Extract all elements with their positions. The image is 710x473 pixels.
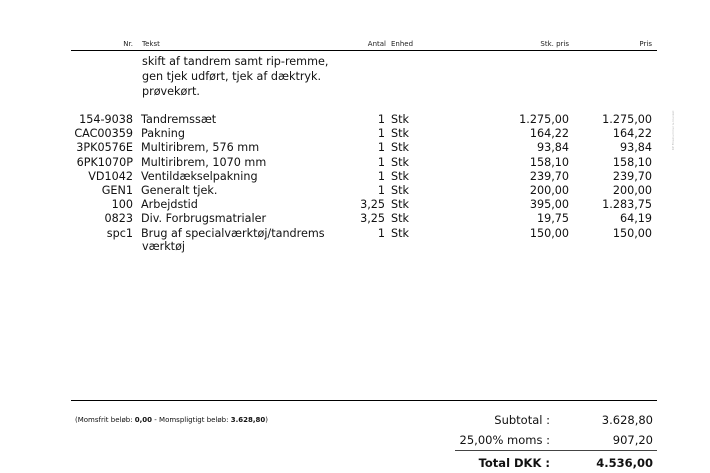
row-enhed: Stk	[391, 198, 409, 212]
row-text: Brug af specialværktøj/tandrems	[141, 226, 325, 240]
row-pris: 200,00	[612, 184, 652, 197]
row-antal: 1	[377, 226, 385, 240]
row-pris: 1.283,75	[602, 198, 652, 212]
row-text: Ventildækselpakning	[141, 169, 258, 183]
side-note: KP Filialnummer & blanket	[671, 110, 675, 150]
row-text: Arbejdstid	[141, 198, 198, 212]
header-antal: Antal	[367, 40, 386, 48]
header-pris: Pris	[639, 40, 652, 48]
row-stk-pris: 395,00	[529, 198, 569, 212]
row-nr: 6PK1070P	[76, 155, 133, 169]
row-stk-pris: 150,00	[529, 226, 569, 240]
row-antal: 1	[377, 141, 385, 155]
row-nr: VD1042	[88, 169, 133, 183]
row-nr: 154-9038	[79, 113, 133, 126]
row-stk-pris: 239,70	[529, 169, 569, 183]
total-value: 4.536,00	[596, 456, 653, 470]
row-text: Multiribrem, 1070 mm	[141, 155, 267, 169]
row-antal: 1	[377, 169, 385, 183]
moms-close: )	[265, 416, 268, 424]
row-stk-pris: 93,84	[536, 141, 569, 155]
row-enhed: Stk	[391, 113, 409, 126]
row-pris: 164,22	[612, 127, 652, 141]
row-text: Div. Forbrugsmatrialer	[141, 212, 267, 226]
row-enhed: Stk	[391, 141, 409, 155]
total-rule	[455, 450, 657, 451]
total-label: Total DKK :	[478, 456, 550, 470]
row-pris: 64,19	[619, 212, 652, 226]
row-antal: 1	[377, 155, 385, 169]
row-nr: 100	[111, 198, 133, 212]
row-nr: CAC00359	[74, 127, 133, 141]
row-stk-pris: 19,75	[536, 212, 569, 226]
row-antal: 3,25	[360, 212, 385, 226]
row-pris: 150,00	[612, 226, 652, 240]
description-line: skift af tandrem samt rip-remme,	[142, 55, 329, 68]
row-enhed: Stk	[391, 169, 409, 183]
moms-open: (Momsfrit beløb:	[75, 416, 135, 424]
row-text: Pakning	[141, 127, 185, 141]
row-text: Generalt tjek.	[141, 184, 218, 197]
header-enhed: Enhed	[391, 40, 414, 48]
momsfrit-value: 0,00	[134, 416, 153, 424]
header-tekst: Tekst	[142, 40, 160, 48]
row-text: Tandremssæt	[141, 113, 217, 126]
row-stk-pris: 200,00	[529, 184, 569, 197]
header-nr: Nr.	[123, 40, 133, 48]
header-stk-pris: Stk. pris	[540, 40, 569, 48]
row-pris: 1.275,00	[602, 113, 652, 126]
row-nr: spc1	[106, 226, 133, 240]
row-antal: 3,25	[360, 198, 385, 212]
row-pris: 158,10	[612, 155, 652, 169]
row-stk-pris: 158,10	[529, 155, 569, 169]
row-nr: 3PK0576E	[76, 141, 133, 155]
row-pris: 93,84	[619, 141, 652, 155]
moms-label: 25,00% moms :	[459, 433, 550, 447]
row-nr: 0823	[104, 212, 133, 226]
row-stk-pris: 1.275,00	[519, 113, 569, 126]
description-line: prøvekørt.	[142, 85, 200, 98]
row-text: Multiribrem, 576 mm	[141, 141, 260, 155]
row-pris: 239,70	[612, 169, 652, 183]
row-nr: GEN1	[101, 184, 133, 197]
subtotal-label: Subtotal :	[494, 413, 550, 427]
moms-mid: - Momspligtigt beløb:	[152, 416, 231, 424]
continuation-text: værktøj	[142, 240, 186, 253]
description-line: gen tjek udført, tjek af dæktryk.	[142, 70, 322, 83]
moms-value: 907,20	[612, 433, 653, 447]
row-antal: 1	[377, 127, 385, 141]
subtotal-value: 3.628,80	[601, 413, 653, 427]
momspligtigt-value: 3.628,80	[230, 416, 266, 424]
row-enhed: Stk	[391, 226, 409, 240]
row-stk-pris: 164,22	[529, 127, 569, 141]
row-enhed: Stk	[391, 155, 409, 169]
row-enhed: Stk	[391, 212, 409, 226]
header-rule	[71, 50, 657, 51]
footer-rule	[71, 400, 657, 401]
row-enhed: Stk	[391, 184, 409, 197]
row-antal: 1	[377, 184, 385, 197]
row-antal: 1	[377, 113, 385, 126]
row-enhed: Stk	[391, 127, 409, 141]
moms-info	[75, 416, 268, 424]
